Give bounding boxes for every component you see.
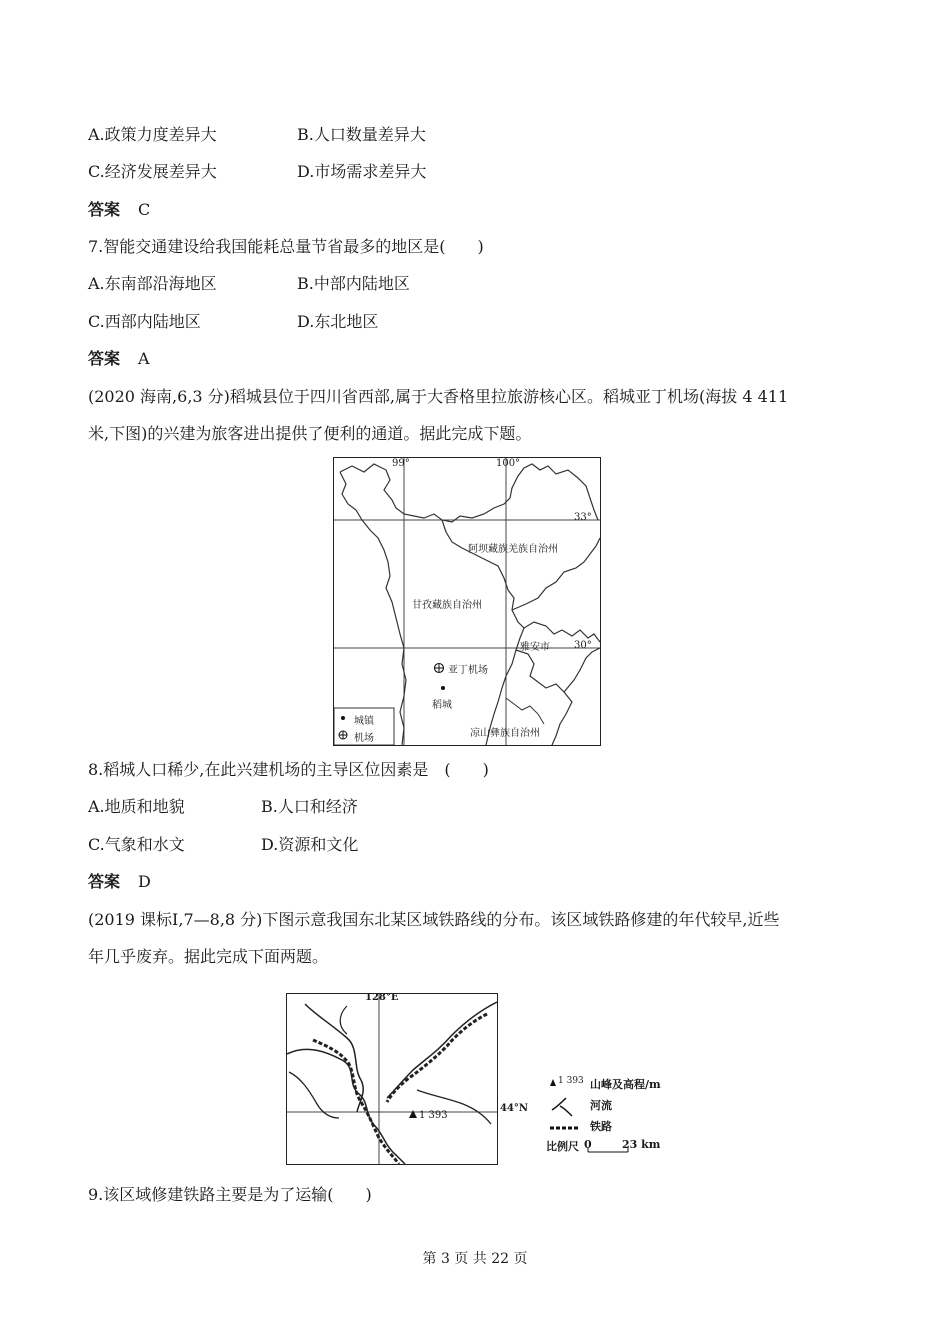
- sichuan-map: [333, 457, 601, 746]
- peak-triangle: [409, 1110, 417, 1118]
- railway-line-2: [387, 1014, 487, 1102]
- page-footer: 第 3 页 共 22 页: [422, 1251, 528, 1267]
- west-boundary: [340, 472, 406, 745]
- q6-option-a: A.政策力度差异大: [88, 125, 217, 144]
- q8-answer: D: [138, 872, 151, 891]
- town-label: 稻城: [432, 700, 452, 711]
- q9-stem: 9.该区域修建铁路主要是为了运输( ): [88, 1185, 372, 1204]
- legend-town-dot: [341, 716, 345, 720]
- q7-option-b: B.中部内陆地区: [297, 274, 410, 293]
- q7-option-c: C.西部内陆地区: [88, 312, 201, 331]
- railway-map: [286, 993, 498, 1165]
- river-main: [287, 1049, 405, 1164]
- q7-answer: A: [138, 349, 150, 368]
- q6-option-d: D.市场需求差异大: [297, 162, 427, 181]
- q7-stem: 7.智能交通建设给我国能耗总量节省最多的地区是( ): [88, 237, 484, 256]
- railway-map-drawing: [287, 994, 497, 1164]
- q8-option-b: B.人口和经济: [261, 797, 358, 816]
- q6-option-c: C.经济发展差异大: [88, 162, 217, 181]
- intro2-line1: (2019 课标Ⅰ,7—8,8 分)下图示意我国东北某区域铁路线的分布。该区域铁路修建的年代较早,近些: [88, 910, 780, 929]
- q7-answer-label: 答案: [88, 349, 121, 368]
- scale-label: 比例尺: [546, 1140, 579, 1153]
- intro1-line1: (2020 海南,6,3 分)稻城县位于四川省西部,属于大香格里拉旅游核心区。稻城亚丁机场(海拔 4 411: [88, 387, 789, 406]
- legend-airport-label: 机场: [354, 733, 374, 744]
- legend-town-label: 城镇: [354, 716, 374, 727]
- river-west: [305, 1004, 363, 1112]
- river-stream: [340, 1006, 347, 1034]
- region-ganzi-label: 甘孜藏族自治州: [412, 600, 482, 611]
- lat-44-label: 44°N: [500, 1103, 529, 1114]
- lat-33-label: 33°: [574, 512, 592, 523]
- peak-label: 1 393: [419, 1110, 448, 1121]
- city-yaan-label: 雅安市: [520, 642, 550, 653]
- region-liangshan-label: 凉山彝族自治州: [470, 728, 540, 739]
- town-dot: [441, 686, 445, 690]
- river-southwest: [289, 1072, 339, 1118]
- lon-99-label: 99°: [392, 458, 410, 469]
- intro1-line2: 米,下图)的兴建为旅客进出提供了便利的通道。据此完成下题。: [88, 424, 532, 443]
- lon-100-label: 100°: [496, 458, 521, 469]
- north-boundary: [340, 464, 598, 522]
- q8-stem: 8.稻城人口稀少,在此兴建机场的主导区位因素是 ( ): [88, 760, 489, 779]
- east-boundary: [564, 648, 600, 692]
- legend-peak-label: 山峰及高程/m: [590, 1078, 661, 1091]
- q6-answer: C: [138, 200, 151, 219]
- q8-option-a: A.地质和地貌: [88, 797, 185, 816]
- legend-rail-label: 铁路: [590, 1120, 612, 1133]
- scale-zero: 0: [584, 1138, 592, 1151]
- lat-30-label: 30°: [574, 640, 592, 651]
- lon-128-label: 128°E: [365, 993, 399, 1003]
- liangshan-boundary: [506, 698, 544, 724]
- legend-river-label: 河流: [590, 1099, 612, 1112]
- intro2-line2: 年几乎废弃。据此完成下面两题。: [88, 947, 329, 966]
- legend-peak-number: 1 393: [558, 1076, 584, 1086]
- legend-peak-icon: [550, 1079, 556, 1086]
- q7-option-d: D.东北地区: [297, 312, 379, 331]
- q8-option-c: C.气象和水文: [88, 835, 185, 854]
- q6-option-b: B.人口数量差异大: [297, 125, 426, 144]
- q6-answer-label: 答案: [88, 200, 121, 219]
- q8-answer-label: 答案: [88, 872, 121, 891]
- scale-max: 23 km: [622, 1138, 661, 1151]
- airport-label: 亚丁机场: [448, 665, 488, 676]
- q7-option-a: A.东南部沿海地区: [88, 274, 217, 293]
- region-aba-label: 阿坝藏族羌族自治州: [468, 544, 558, 555]
- q8-option-d: D.资源和文化: [261, 835, 359, 854]
- legend-river-icon: [552, 1098, 572, 1116]
